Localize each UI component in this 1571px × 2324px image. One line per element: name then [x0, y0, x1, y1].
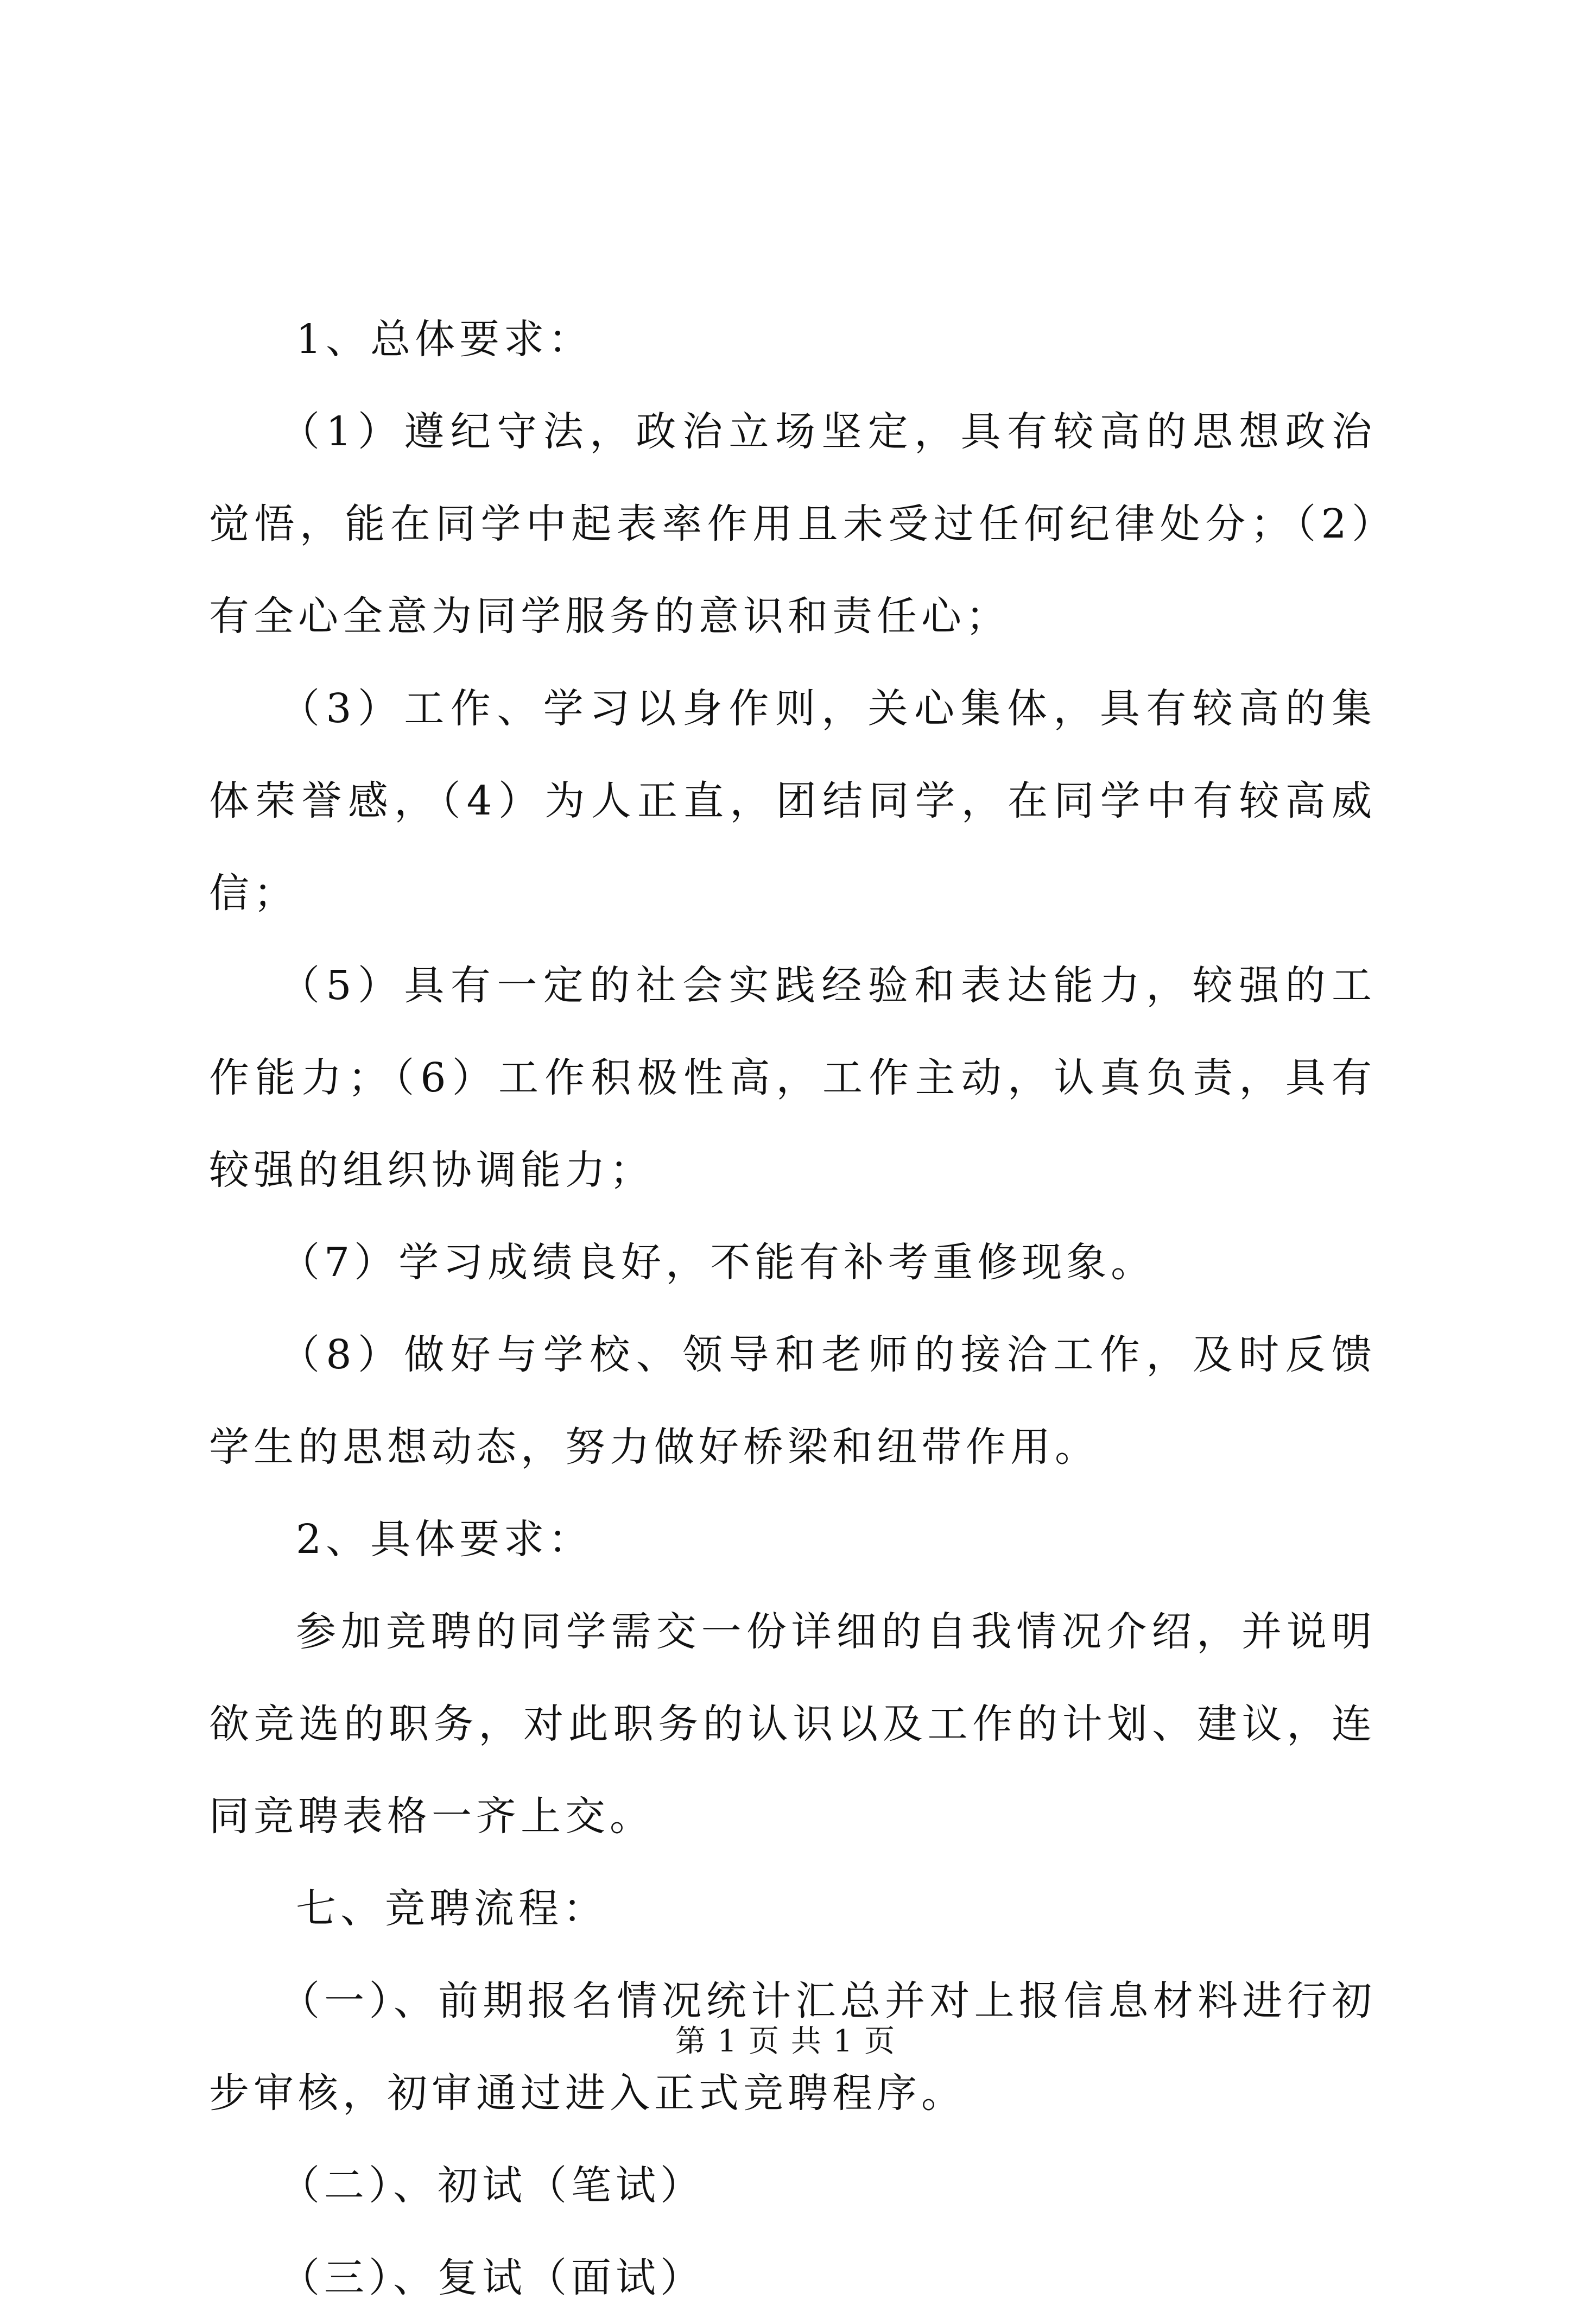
- paragraph-process-step-3: （三）、复试（面试）: [280, 2254, 705, 2301]
- paragraph-specific-requirements: 参加竞聘的同学需交一份详细的自我情况介绍，并说明欲竞选的职务，对此职务的认识以及工作的计划、建议，连同竞聘表格一齐上交。: [209, 1608, 1376, 1840]
- paragraph-process-step-1: （一）、前期报名情况统计汇总并对上报信息材料进行初步审核，初审通过进入正式竞聘程序。: [209, 1978, 1376, 2117]
- heading-recruitment-process: 七、竞聘流程：: [296, 1885, 607, 1932]
- paragraph-requirement-5-6: （5）具有一定的社会实践经验和表达能力，较强的工作能力；（6）工作积极性高，工作主动，认真负责，具有较强的组织协调能力；: [209, 962, 1376, 1193]
- paragraph-requirement-8: （8）做好与学校、领导和老师的接洽工作，及时反馈学生的思想动态，努力做好桥梁和纽带作用。: [209, 1331, 1376, 1470]
- paragraph-requirement-7: （7）学习成绩良好，不能有补考重修现象。: [280, 1239, 1156, 1286]
- paragraph-requirement-1-2: （1）遵纪守法，政治立场坚定，具有较高的思想政治觉悟，能在同学中起表率作用且未受过任何纪律处分；（2）有全心全意为同学服务的意识和责任心；: [209, 408, 1376, 640]
- paragraph-process-step-2: （二）、初试（笔试）: [280, 2162, 705, 2209]
- heading-specific-requirements: 2、具体要求：: [296, 1516, 593, 1563]
- paragraph-requirement-3-4: （3）工作、学习以身作则，关心集体，具有较高的集体荣誉感，（4）为人正直，团结同学，在同学中有较高威信；: [209, 685, 1376, 917]
- page-footer: 第 1 页 共 1 页: [675, 2024, 896, 2059]
- heading-general-requirements: 1、总体要求：: [296, 316, 593, 363]
